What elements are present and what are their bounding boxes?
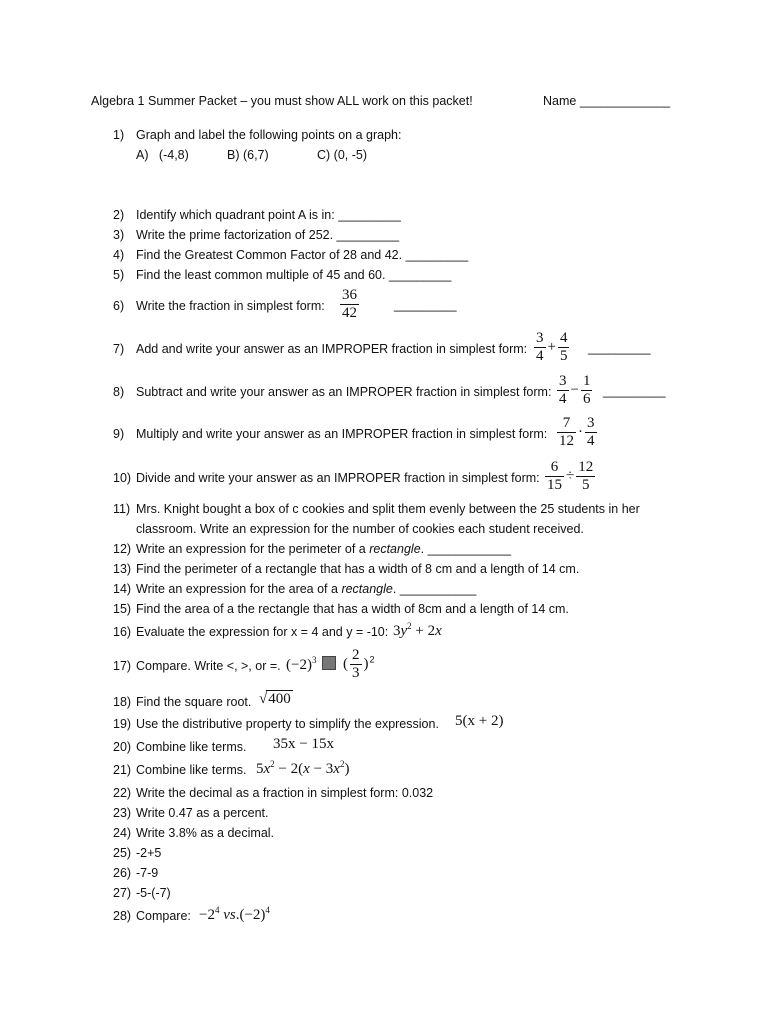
expression-16: $3y^2 + 2x$	[393, 621, 442, 639]
expression-20: 35x − 15x	[273, 736, 334, 752]
point-a: A) (-4,8)	[136, 148, 189, 162]
fraction-expression-9: $\frac{7}{12}$ · $\frac{3}{4}$	[559, 415, 595, 449]
answer-blank: _________	[603, 384, 666, 398]
fraction-expression-10: $\frac{6}{15}$ ÷ $\frac{12}{5}$	[547, 459, 594, 493]
answer-blank: _________	[588, 341, 651, 355]
compare-box[interactable]	[318, 655, 340, 670]
fraction-expression-8: $\frac{3}{4}$ − $\frac{1}{6}$	[559, 373, 591, 407]
fraction-36-42: $\frac{36}{42}$	[342, 287, 357, 321]
expression-28: $-2^4$ $vs.(-2)^4$	[199, 905, 270, 923]
point-c: C) (0, -5)	[317, 148, 367, 162]
expression-19: 5(x + 2)	[455, 713, 504, 729]
answer-blank: _________	[394, 298, 457, 312]
expression-17-right: ( $\frac{2}{3}$ )$^2$	[343, 647, 375, 681]
expression-21: $5x^2 - 2(x - 3x^2)$	[256, 759, 350, 777]
sqrt-400: √400	[259, 691, 291, 707]
expression-17-left: $(-2)^3$	[286, 655, 317, 673]
name-field-label: Name _____________	[543, 94, 671, 108]
fraction-expression-7: $\frac{3}{4}$ + $\frac{4}{5}$	[536, 330, 568, 364]
point-b: B) (6,7)	[227, 148, 269, 162]
page-title: Algebra 1 Summer Packet – you must show ALL work on this packet!	[91, 94, 473, 108]
